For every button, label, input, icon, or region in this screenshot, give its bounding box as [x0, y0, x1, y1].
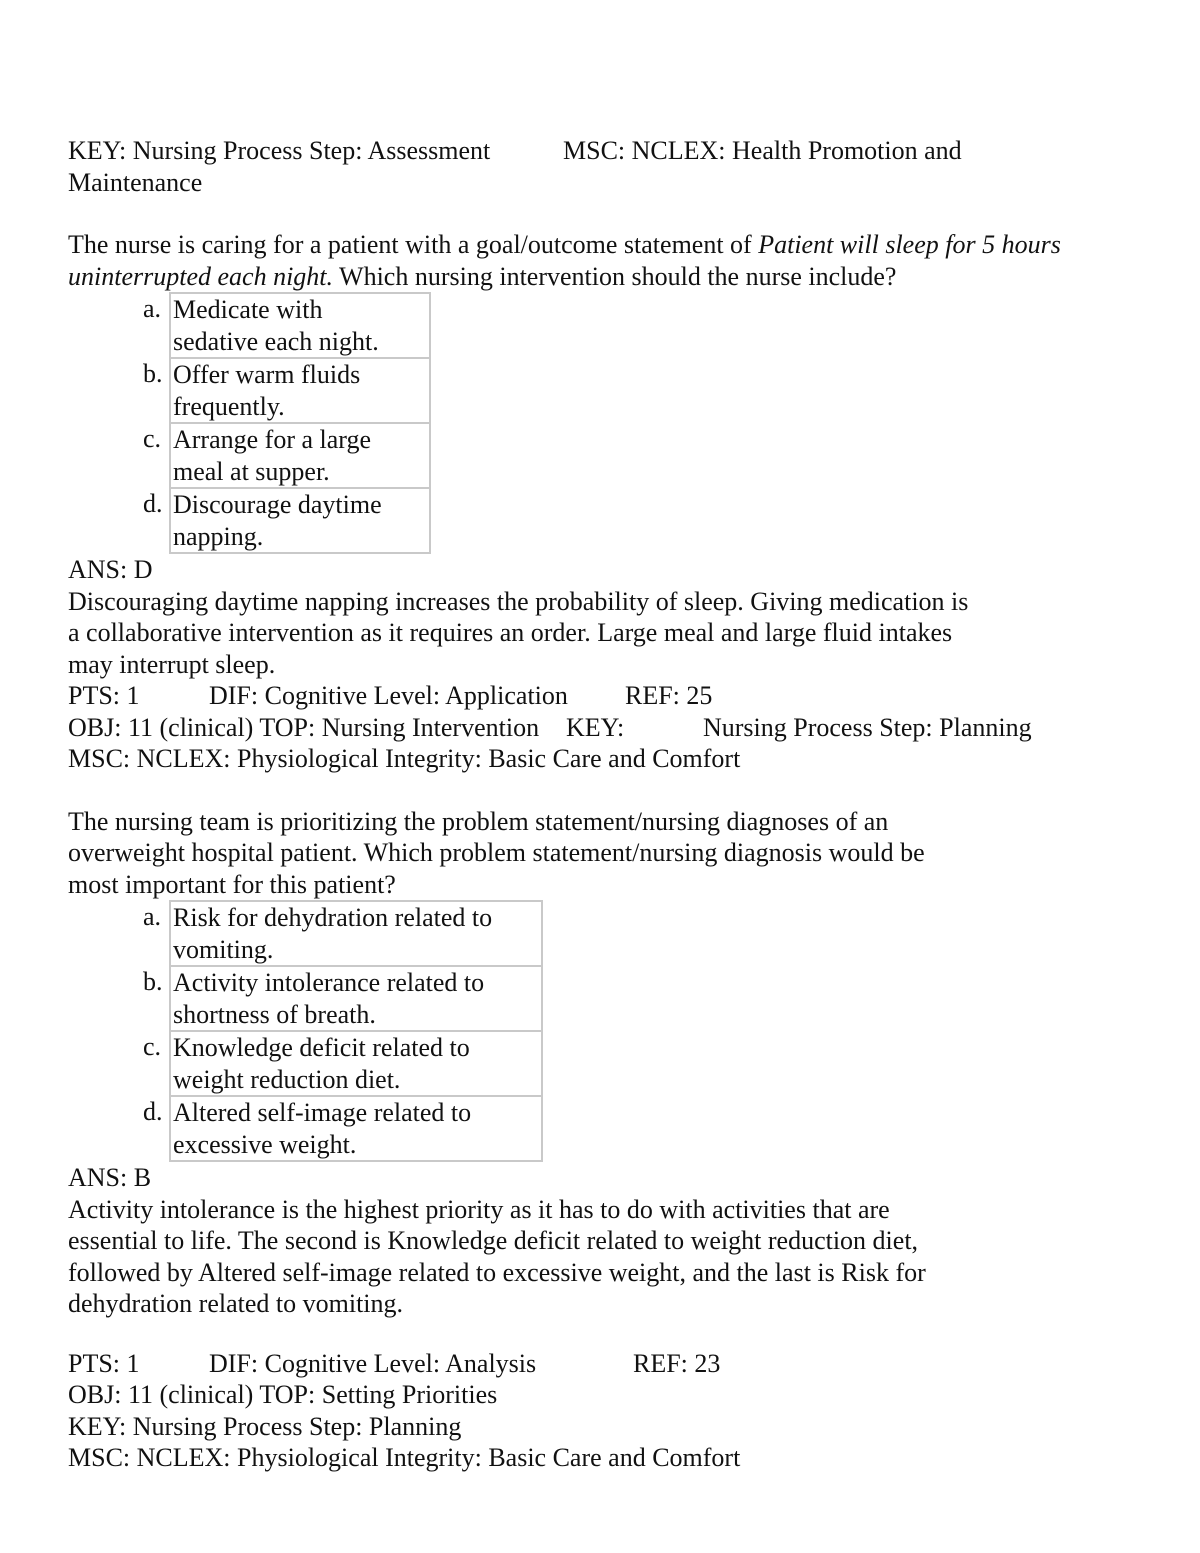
question1-stem-intro: The nurse is caring for a patient with a goal/outcome statement of — [68, 230, 759, 259]
header-key: KEY: Nursing Process Step: Assessment — [68, 136, 491, 165]
question1-obj-top-key — [68, 712, 1138, 744]
question1-choices-table — [141, 292, 431, 554]
choice-row[interactable] — [141, 293, 430, 358]
question1-stem — [68, 229, 1068, 292]
choice-letter: d. — [141, 488, 170, 553]
question1-rationale-line: a collaborative intervention as it requires an order. Large meal and large fluid intakes — [68, 618, 953, 647]
question1-pts: PTS: 1 — [68, 681, 140, 710]
question1-key-value: Nursing Process Step: Planning — [703, 712, 1032, 742]
question2-key: KEY: Nursing Process Step: Planning — [68, 1411, 462, 1441]
question1-rationale-line: may interrupt sleep. — [68, 649, 276, 679]
question1-msc: MSC: NCLEX: Physiological Integrity: Basic Care and Comfort — [68, 744, 741, 773]
choice-letter: a. — [141, 293, 170, 358]
question2-stem-line: overweight hospital patient. Which problem statement/nursing diagnosis would be — [68, 838, 925, 867]
document-page — [68, 135, 1138, 1474]
choice-text: Risk for dehydration related to vomiting. — [170, 901, 542, 966]
question2-rationale-line: Activity intolerance is the highest priority as it has to do with activities that are — [68, 1194, 890, 1224]
question1-ref: REF: 25 — [625, 681, 713, 710]
header-key-msc-row — [68, 135, 1138, 167]
question1-pts-dif-ref — [68, 680, 1138, 712]
spacer — [68, 198, 1138, 229]
question2-msc: MSC: NCLEX: Physiological Integrity: Basic Care and Comfort — [68, 1443, 741, 1472]
spacer — [68, 775, 1138, 806]
choice-row[interactable] — [141, 488, 430, 553]
choice-letter: c. — [141, 423, 170, 488]
choice-text: Activity intolerance related to shortness of breath. — [170, 966, 542, 1031]
question2-ref: REF: 23 — [633, 1348, 721, 1378]
question1-key-label: KEY: — [566, 712, 625, 742]
choice-text: Arrange for a large meal at supper. — [170, 423, 430, 488]
question2-rationale-line: dehydration related to vomiting. — [68, 1289, 404, 1318]
choice-row[interactable] — [141, 901, 542, 966]
choice-letter: d. — [141, 1096, 170, 1161]
choice-row[interactable] — [141, 358, 430, 423]
question1-stem-rest: Which nursing intervention should the nurse include? — [333, 261, 897, 291]
choice-row[interactable] — [141, 966, 542, 1031]
question2-pts-dif-ref — [68, 1348, 1138, 1380]
question1-stem-italic: Patient will sleep for 5 hours uninterrupted each night. — [68, 230, 1061, 291]
question2-stem-line: most important for this patient? — [68, 869, 396, 899]
question2-choices-table — [141, 900, 543, 1162]
choice-row[interactable] — [141, 1031, 542, 1096]
header-msc-cont: Maintenance — [68, 167, 203, 197]
question1-rationale-line: Discouraging daytime napping increases the probability of sleep. Giving medication is — [68, 586, 969, 616]
choice-letter: a. — [141, 901, 170, 966]
question1-obj-top: OBJ: 11 (clinical) TOP: Nursing Intervention — [68, 712, 540, 742]
question1-answer: ANS: D — [68, 555, 153, 584]
question2-answer: ANS: B — [68, 1163, 152, 1192]
choice-text: Knowledge deficit related to weight reduction diet. — [170, 1031, 542, 1096]
choice-letter: c. — [141, 1031, 170, 1096]
choice-letter: b. — [141, 966, 170, 1031]
choice-letter: b. — [141, 358, 170, 423]
choice-text: Discourage daytime napping. — [170, 488, 430, 553]
question2-stem-line: The nursing team is prioritizing the problem statement/nursing diagnoses of an — [68, 806, 889, 836]
question2-rationale-line: essential to life. The second is Knowledge deficit related to weight reduction diet, — [68, 1226, 919, 1255]
choice-text: Offer warm fluids frequently. — [170, 358, 430, 423]
choice-text: Medicate with sedative each night. — [170, 293, 430, 358]
question2-dif: DIF: Cognitive Level: Analysis — [209, 1348, 537, 1378]
question2-pts: PTS: 1 — [68, 1348, 140, 1378]
question2-rationale-line: followed by Altered self-image related to excessive weight, and the last is Risk for — [68, 1257, 926, 1287]
choice-row[interactable] — [141, 1096, 542, 1161]
header-msc: MSC: NCLEX: Health Promotion and — [563, 136, 962, 165]
spacer — [68, 1320, 1138, 1348]
choice-text: Altered self-image related to excessive weight. — [170, 1096, 542, 1161]
question1-dif: DIF: Cognitive Level: Application — [209, 681, 568, 710]
choice-row[interactable] — [141, 423, 430, 488]
question2-obj-top: OBJ: 11 (clinical) TOP: Setting Priorities — [68, 1380, 498, 1409]
